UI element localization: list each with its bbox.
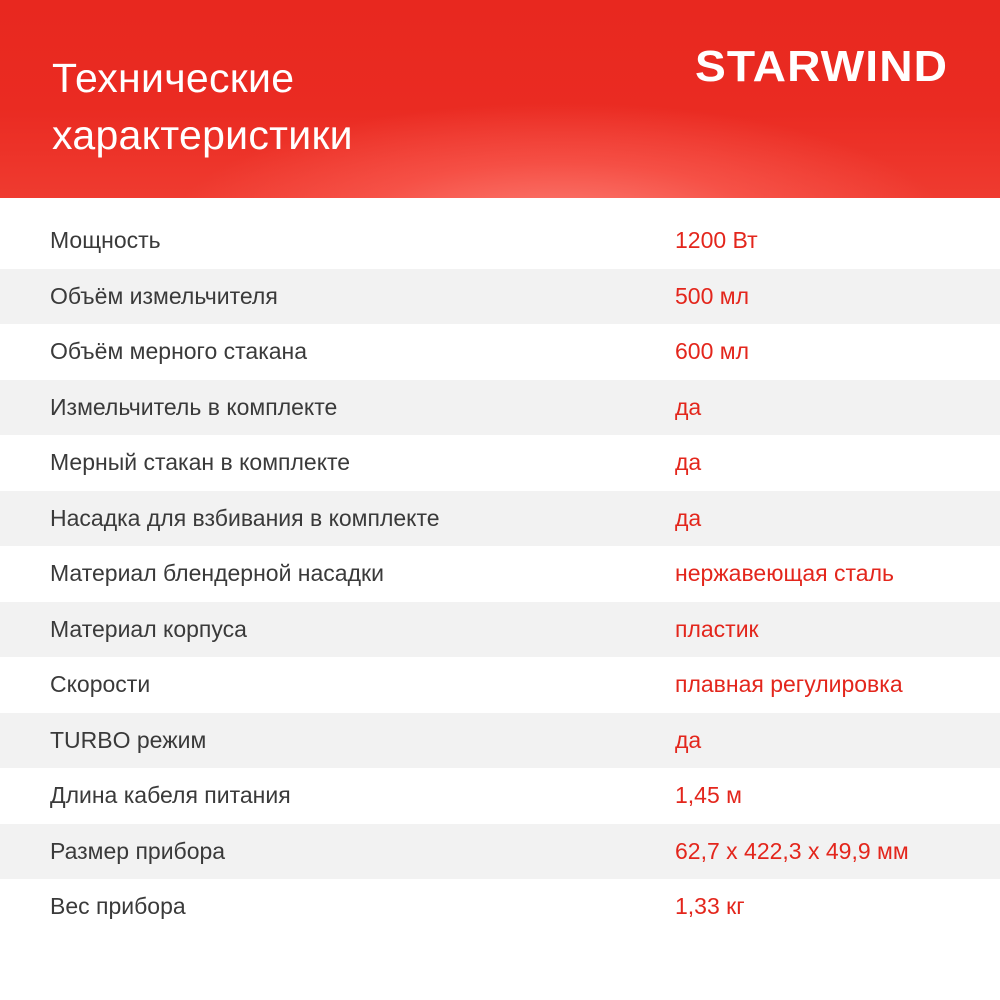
spec-label: Длина кабеля питания	[50, 782, 291, 808]
header-banner	[0, 0, 1000, 198]
spec-value: 500 мл	[675, 282, 749, 309]
spec-value: нержавеющая сталь	[675, 560, 894, 586]
spec-row	[0, 491, 1000, 547]
spec-value: да	[675, 393, 702, 420]
spec-row	[0, 269, 1000, 325]
spec-value: плавная регулировка	[675, 671, 903, 697]
spec-label: Объём мерного стакана	[50, 338, 308, 364]
spec-label: TURBO режим	[50, 726, 207, 753]
spec-row	[0, 380, 1000, 436]
spec-row	[0, 435, 1000, 491]
page-title-line-2: характеристики	[52, 112, 353, 158]
spec-row	[0, 213, 1000, 269]
spec-label: Размер прибора	[50, 837, 226, 864]
spec-row	[0, 879, 1000, 935]
page-title-line-1: Технические	[52, 55, 295, 101]
spec-value: 62,7 x 422,3 x 49,9 мм	[675, 837, 909, 864]
page-title	[52, 50, 612, 164]
spec-value: 1,45 м	[675, 782, 742, 808]
spec-row	[0, 546, 1000, 602]
spec-value: 1,33 кг	[675, 893, 745, 919]
spec-label: Материал блендерной насадки	[50, 560, 384, 586]
spec-value: да	[675, 726, 702, 753]
spec-label: Объём измельчителя	[50, 282, 278, 309]
spec-row	[0, 713, 1000, 769]
brand-logo: STARWIND	[694, 42, 948, 91]
spec-value: 1200 Вт	[675, 227, 758, 253]
spec-value: да	[675, 504, 702, 531]
spec-label: Вес прибора	[50, 893, 186, 919]
spec-row	[0, 768, 1000, 824]
spec-row	[0, 657, 1000, 713]
spec-label: Скорости	[50, 671, 151, 697]
spec-value: да	[675, 449, 702, 475]
specs-table	[0, 213, 1000, 935]
spec-row	[0, 324, 1000, 380]
spec-label: Материал корпуса	[50, 615, 247, 642]
spec-label: Измельчитель в комплекте	[50, 393, 338, 420]
spec-label: Мерный стакан в комплекте	[50, 449, 351, 475]
spec-row	[0, 824, 1000, 880]
spec-label: Насадка для взбивания в комплекте	[50, 504, 440, 531]
spec-value: пластик	[675, 615, 759, 642]
spec-row	[0, 602, 1000, 658]
spec-value: 600 мл	[675, 338, 749, 364]
spec-label: Мощность	[50, 227, 161, 253]
